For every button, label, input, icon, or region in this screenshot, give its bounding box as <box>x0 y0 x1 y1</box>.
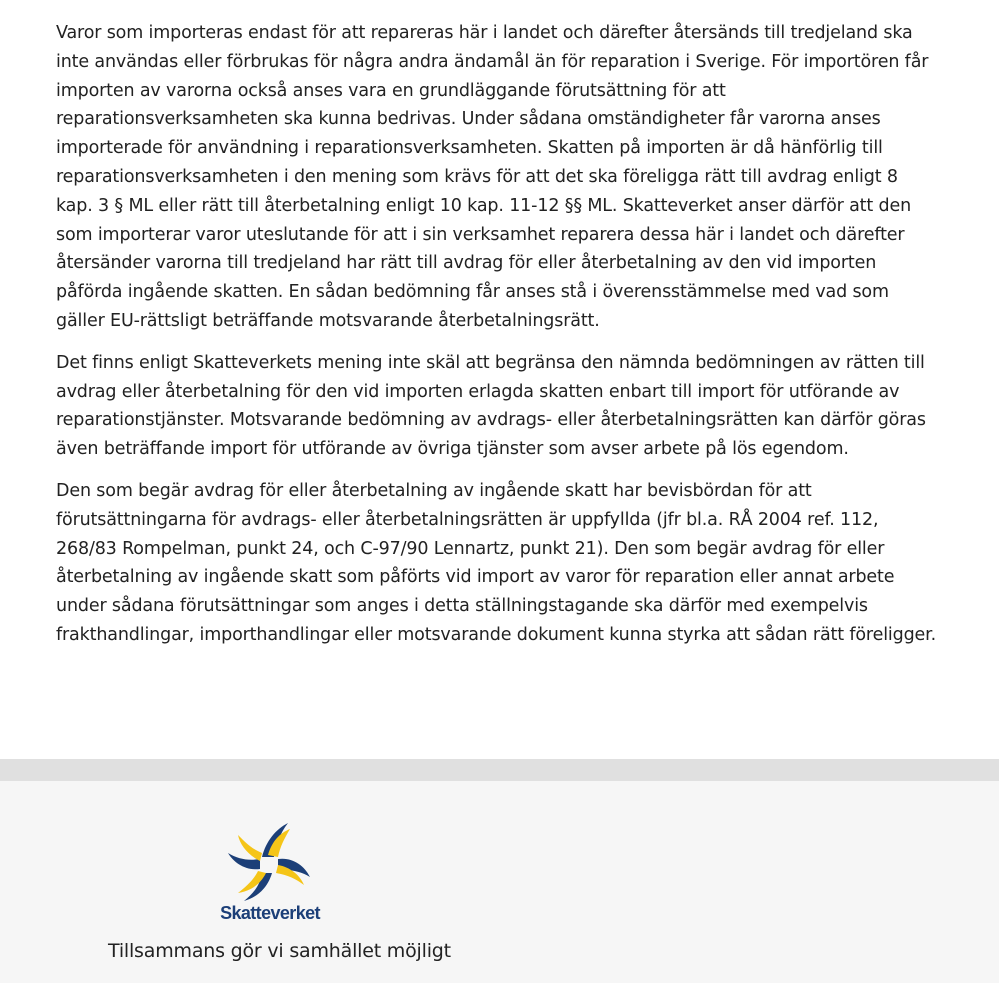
article-paragraph: Den som begär avdrag för eller återbetalning av ingående skatt har bevisbördan för att förutsättningarna för avdrags- eller återbetalningsrätten är uppfyllda (jfr bl.a. RÅ 2004 ref. 112, 268/83 Rompelman, punkt 24, och C-97/90 Lennartz, punkt 21). Den som begär avdrag för eller återbetalning av ingående skatt som påförts vid import av varor för reparation eller annat arbete under sådana förutsättningar som anges i detta ställningstagande ska därför med exempelvis frakthandlingar, importhandlingar eller motsvarande dokument kunna styrka att sådan rätt föreligger. <box>56 480 937 645</box>
article-paragraph: Det finns enligt Skatteverkets mening inte skäl att begränsa den nämnda bedömningen av rätten till avdrag eller återbetalning för den vid importen erlagda skatten enbart till import för utförande av reparationstjänster. Motsvarande bedömning av avdrags- eller återbetalningsrätten kan därför göras även beträffande import för utförande av övriga tjänster som avser arbete på lös egendom. <box>56 352 926 460</box>
footer-divider <box>0 759 999 781</box>
site-footer <box>0 781 999 983</box>
skatteverket-logo-link[interactable] <box>212 821 328 925</box>
article-body <box>56 19 936 663</box>
skatteverket-logo-icon <box>212 821 328 903</box>
logo-wordmark: Skatteverket <box>220 903 320 923</box>
footer-tagline: Tillsammans gör vi samhället möjligt <box>108 940 451 962</box>
article-paragraph: Varor som importeras endast för att repareras här i landet och därefter återsänds till tredjeland ska inte användas eller förbrukas för några andra ändamål än för reparation i Sverige. För importören får importen av varorna också anses vara en grundläggande förutsättning för att reparationsverksamheten ska kunna bedrivas. Under sådana omständigheter får varorna anses importerade för användning i reparationsverksamheten. Skatten på importen är då hänförlig till reparationsverksamheten i den mening som krävs för att det ska föreligga rätt till avdrag enligt 8 kap. 3 § ML eller rätt till återbetalning enligt 10 kap. 11-12 §§ ML. Skatteverket anser därför att den som importerar varor uteslutande för att i sin verksamhet reparera dessa här i landet och därefter återsänder varorna till tredjeland har rätt till avdrag för eller återbetalning av den vid importen påförda ingående skatten. En sådan bedömning får anses stå i överensstämmelse med vad som gäller EU-rättsligt beträffande motsvarande återbetalningsrätt. <box>56 23 929 331</box>
